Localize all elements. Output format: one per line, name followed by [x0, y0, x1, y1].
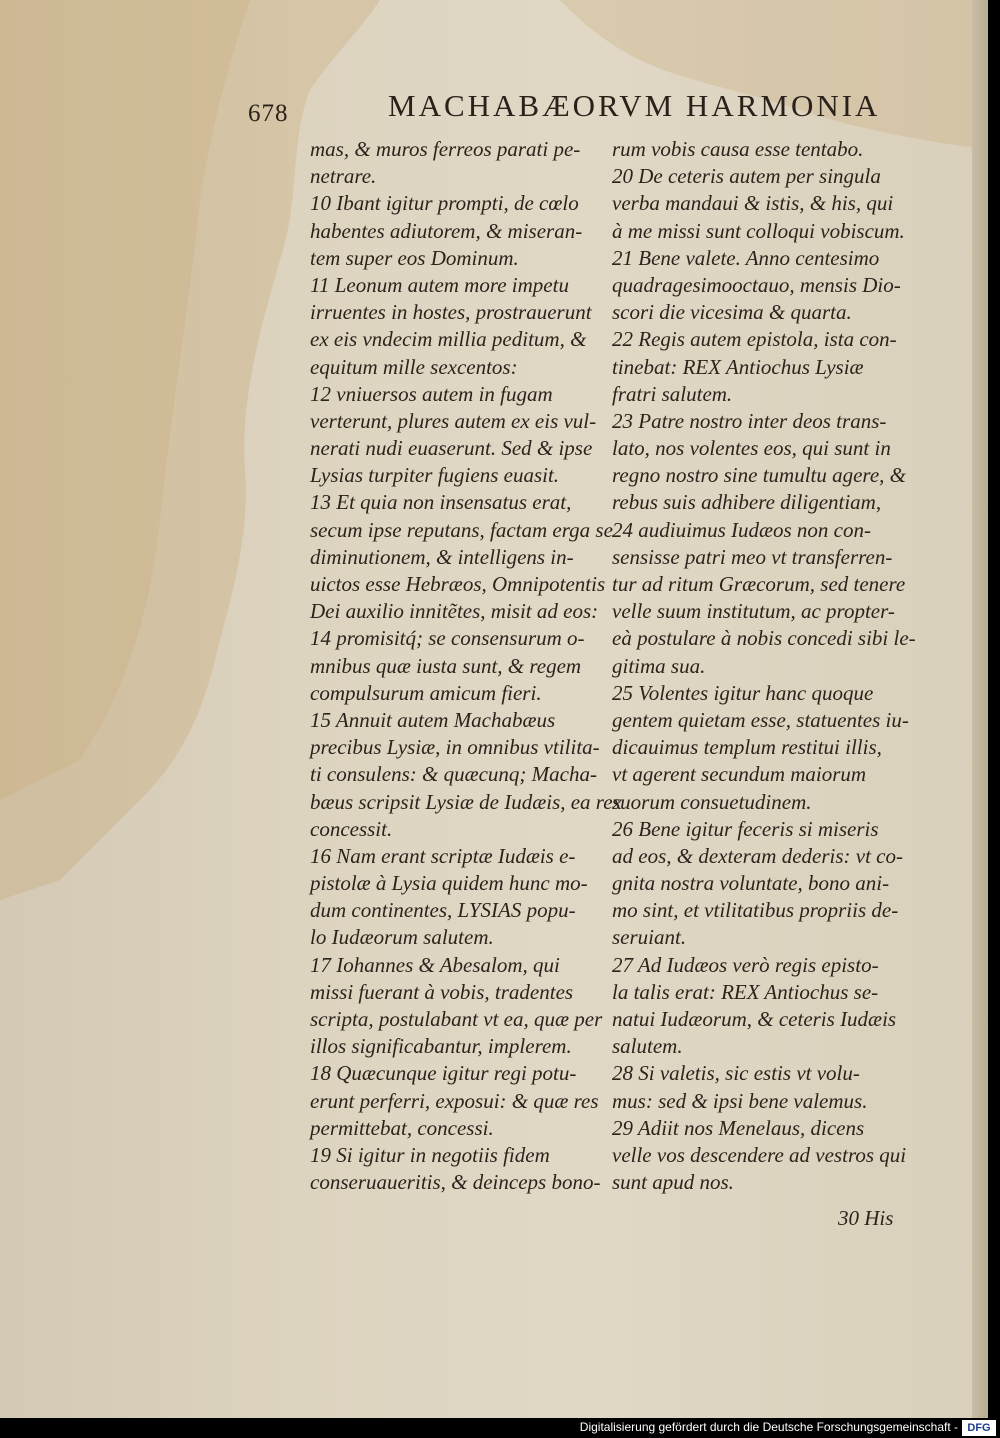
text-line: secum ipse reputans, factam erga se	[310, 517, 613, 542]
text-line: 10 Ibant igitur prompti, de cœlo	[310, 191, 579, 216]
text-line: ad eos, & dexteram dederis: vt co-	[612, 843, 903, 868]
text-line: 23 Patre nostro inter deos trans-	[612, 408, 887, 433]
text-line: scori die vicesima & quarta.	[612, 300, 852, 325]
text-line: 24 audiuimus Iudæos non con-	[612, 517, 871, 542]
text-line: ti consulens: & quæcunq; Macha-	[310, 762, 597, 787]
text-line: regno nostro sine tumultu agere, &	[612, 463, 906, 488]
text-line: fratri salutem.	[612, 381, 733, 406]
text-line: la talis erat: REX Antiochus se-	[612, 979, 879, 1004]
text-line: seruiant.	[612, 925, 687, 950]
text-line: gnita nostra voluntate, bono ani-	[612, 871, 890, 896]
text-line: lato, nos volentes eos, qui sunt in	[612, 436, 891, 461]
text-line: permittebat, concessi.	[310, 1115, 494, 1140]
page-edge	[972, 0, 988, 1418]
text-line: 17 Iohannes & Abesalom, qui	[310, 952, 560, 977]
text-line: gitima sua.	[612, 653, 706, 678]
text-line: diminutionem, & intelligens in-	[310, 544, 574, 569]
text-line: erunt perferri, exposui: & quæ res	[310, 1088, 599, 1113]
funding-credit: Digitalisierung gefördert durch die Deutsche Forschungsgemeinschaft -	[579, 1420, 958, 1434]
text-line: velle suum institutum, ac propter-	[612, 599, 895, 624]
text-line: verba mandaui & istis, & his, qui	[612, 191, 894, 216]
text-line: vt agerent secundum maiorum	[612, 762, 867, 787]
text-line: habentes adiutorem, & miseran-	[310, 218, 583, 243]
text-line: dum continentes, LYSIAS popu-	[310, 898, 576, 923]
text-line: tem super eos Dominum.	[310, 245, 519, 270]
text-line: salutem.	[612, 1034, 683, 1059]
text-line: conseruaueritis, & deinceps bono-	[310, 1170, 601, 1195]
text-line: tinebat: REX Antiochus Lysiæ	[612, 354, 864, 379]
text-line: sensisse patri meo vt transferren-	[612, 544, 893, 569]
text-line: uictos esse Hebræos, Omnipotentis	[310, 572, 606, 596]
text-line: quadragesimooctauo, mensis Dio-	[612, 272, 901, 297]
text-line: 15 Annuit autem Machabæus	[310, 707, 556, 732]
text-line: 29 Adiit nos Menelaus, dicens	[612, 1115, 865, 1140]
text-line: sunt apud nos.	[612, 1170, 734, 1195]
text-line: lo Iudæorum salutem.	[310, 925, 494, 950]
text-line: suorum consuetudinem.	[612, 789, 812, 814]
text-line: velle vos descendere ad vestros qui	[612, 1142, 907, 1167]
text-line: gentem quietam esse, statuentes iu-	[612, 707, 909, 732]
digitization-footer	[0, 1418, 1000, 1438]
text-line: 26 Bene igitur feceris si miseris	[612, 816, 879, 841]
text-line: mus: sed & ipsi bene valemus.	[612, 1088, 868, 1113]
text-line: nerati nudi euaserunt. Sed & ipse	[310, 436, 593, 461]
text-line: equitum mille sexcentos:	[310, 354, 518, 379]
text-line: natui Iudæorum, & ceteris Iudæis	[612, 1007, 897, 1031]
text-line: illos significabantur, implerem.	[310, 1034, 572, 1059]
text-line: netrare.	[310, 164, 377, 189]
text-line: mo sint, et vtilitatibus propriis de-	[612, 898, 899, 923]
text-line: ex eis vndecim millia peditum, &	[310, 327, 587, 352]
catchword: 30 His	[838, 1206, 894, 1230]
text-line: mnibus quæ iusta sunt, & regem	[310, 653, 582, 678]
text-line: dicauimus templum restitui illis,	[612, 735, 882, 760]
text-line: 22 Regis autem epistola, ista con-	[612, 327, 897, 352]
running-title: MACHABÆORVM HARMONIA	[388, 88, 881, 123]
left-text-column	[310, 136, 622, 1196]
text-line: pistolæ à Lysia quidem hunc mo-	[310, 871, 588, 896]
text-line: rum vobis causa esse tentabo.	[612, 137, 864, 161]
dfg-logo: DFG	[962, 1420, 996, 1436]
text-line: verterunt, plures autem ex eis vul-	[310, 408, 597, 433]
text-line: 12 vniuersos autem in fugam	[310, 381, 553, 406]
text-line: compulsurum amicum fieri.	[310, 680, 542, 705]
text-line: bæus scripsit Lysiæ de Iudæis, ea rex	[310, 789, 622, 814]
text-line: 20 De ceteris autem per singula	[612, 164, 881, 189]
text-line: 27 Ad Iudæos verò regis episto-	[612, 952, 879, 977]
text-line: Lysias turpiter fugiens euasit.	[310, 463, 560, 488]
text-line: 21 Bene valete. Anno centesimo	[612, 245, 880, 270]
text-line: precibus Lysiæ, in omnibus vtilita-	[310, 735, 600, 760]
text-line: scripta, postulabant vt ea, quæ per	[310, 1007, 603, 1031]
right-text-column	[612, 136, 916, 1196]
text-line: Dei auxilio innitẽtes, misit ad eos:	[310, 599, 599, 624]
text-line: 14 promisitq́; se consensurum o-	[310, 626, 585, 651]
text-line: 19 Si igitur in negotiis fidem	[310, 1142, 550, 1167]
text-line: 25 Volentes igitur hanc quoque	[612, 680, 874, 705]
text-line: concessit.	[310, 816, 393, 841]
text-line: 28 Si valetis, sic estis vt volu-	[612, 1061, 860, 1086]
text-line: irruentes in hostes, prostrauerunt	[310, 300, 592, 325]
page-number: 678	[248, 100, 289, 127]
text-line: tur ad ritum Græcorum, sed tenere	[612, 572, 906, 596]
text-line: 16 Nam erant scriptæ Iudæis e-	[310, 843, 576, 868]
text-line: mas, & muros ferreos parati pe-	[310, 137, 581, 161]
text-line: missi fuerant à vobis, tradentes	[310, 979, 574, 1004]
text-line: 13 Et quia non insensatus erat,	[310, 490, 572, 515]
text-line: 18 Quæcunque igitur regi potu-	[310, 1061, 577, 1086]
text-line: rebus suis adhibere diligentiam,	[612, 490, 882, 515]
text-line: eà postulare à nobis concedi sibi le-	[612, 626, 916, 651]
text-line: à me missi sunt colloqui vobiscum.	[612, 218, 905, 243]
text-line: 11 Leonum autem more impetu	[310, 272, 569, 297]
